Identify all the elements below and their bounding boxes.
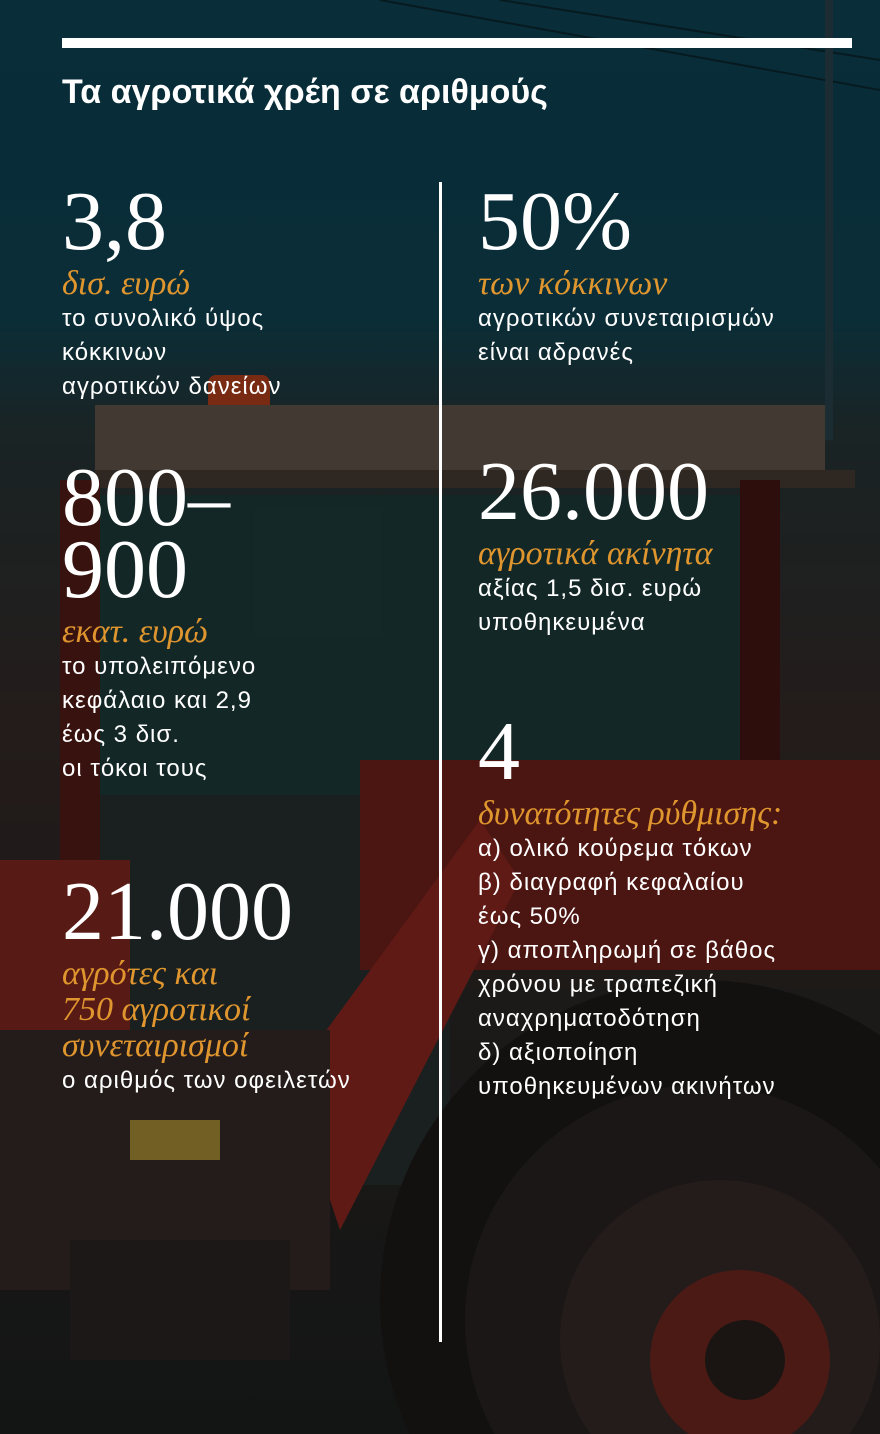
stat-description: το υπολειπόμενο κεφάλαιο και 2,9 έως 3 δισ. οι τόκοι τους — [62, 653, 257, 782]
stat-settlement-options — [478, 705, 873, 1104]
stat-total-debt — [62, 175, 432, 404]
column-divider — [439, 182, 442, 1342]
stat-unit: των κόκκινων — [478, 265, 668, 302]
page-title: Τα αγροτικά χρέη σε αριθμούς — [62, 73, 548, 111]
stat-unit: δισ. ευρώ — [62, 265, 191, 302]
stat-number: 800– 900 — [62, 451, 230, 616]
stat-description: αγροτικών συνεταιρισμών είναι αδρανές — [478, 305, 775, 366]
stat-unit: αγροτικά ακίνητα — [478, 535, 713, 572]
stat-inactive-cooperatives — [478, 175, 873, 370]
stat-description: α) ολικό κούρεμα τόκων β) διαγραφή κεφαλαίου έως 50% γ) αποπληρωμή σε βάθος χρόνου με τραπεζική αναχρηματοδότηση δ) αξιοποίηση υποθηκευμένων ακινήτων — [478, 835, 777, 1100]
stat-number: 50% — [478, 175, 632, 268]
stat-description: το συνολικό ύψος κόκκινων αγροτικών δανείων — [62, 305, 282, 400]
stat-remaining-capital — [62, 451, 432, 786]
stat-mortgaged-properties — [478, 445, 873, 640]
stat-number: 4 — [478, 705, 520, 798]
stat-unit: εκατ. ευρώ — [62, 613, 208, 650]
stat-unit: δυνατότητες ρύθμισης: — [478, 795, 783, 832]
stat-number: 21.000 — [62, 865, 293, 958]
stat-description: ο αριθμός των οφειλετών — [62, 1067, 351, 1094]
top-rule — [62, 38, 852, 48]
stat-debtors — [62, 865, 432, 1098]
stat-number: 26.000 — [478, 445, 709, 538]
stat-number: 3,8 — [62, 175, 167, 268]
stat-description: αξίας 1,5 δισ. ευρώ υποθηκευμένα — [478, 575, 703, 636]
stat-unit: αγρότες και 750 αγροτικοί συνεταιρισμοί — [62, 955, 251, 1064]
